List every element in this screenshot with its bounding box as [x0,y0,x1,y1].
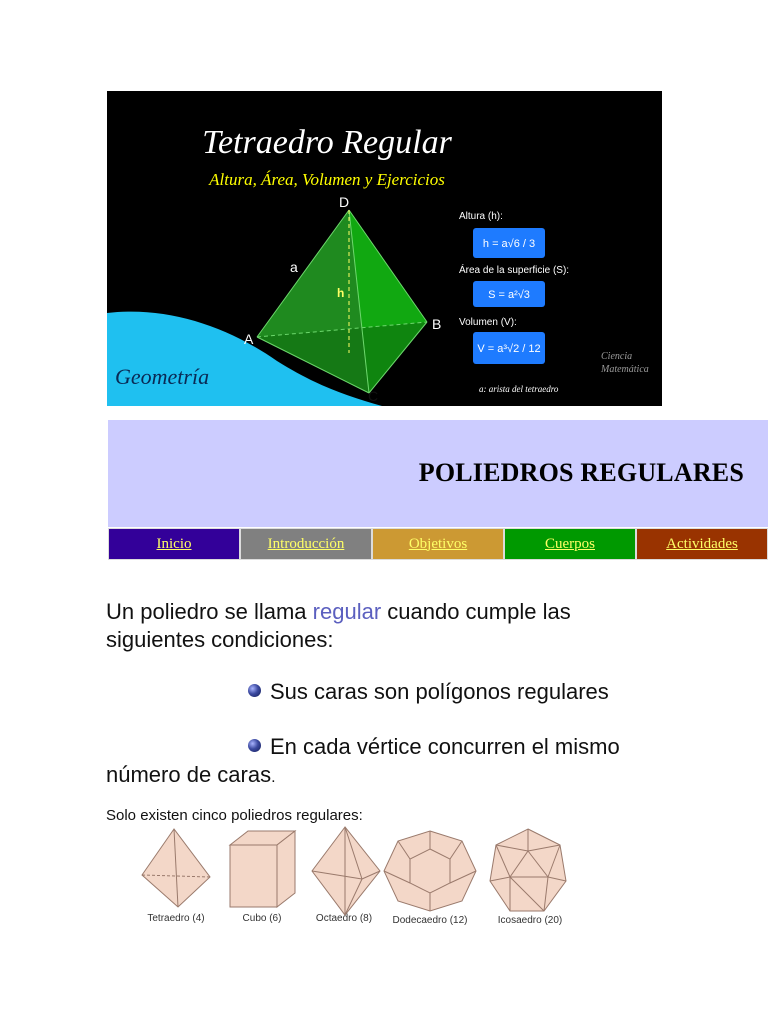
condition-item: En cada vértice concurren el mismo número de caras. [106,734,620,787]
nav-link-objetivos[interactable]: Objetivos [372,528,504,560]
svg-text:V = a³√2 / 12: V = a³√2 / 12 [477,343,541,355]
solid-label: Dodecaedro (12) [392,915,468,926]
svg-text:h = a√6 / 3: h = a√6 / 3 [482,238,536,250]
svg-text:B: B [432,316,442,332]
svg-text:a: arista del tetraedro: a: arista del tetraedro [479,384,559,394]
nav-link-actividades[interactable]: Actividades [636,528,768,560]
tetrahedron-banner-image [107,91,662,406]
svg-text:Ciencia: Ciencia [601,351,633,362]
svg-text:S = a²√3: S = a²√3 [488,289,530,301]
solid-label: Cubo (6) [242,913,282,924]
bullet-icon [248,684,261,697]
nav-link-introduccion[interactable]: Introducción [240,528,372,560]
nav-bar [108,528,768,560]
bullet-icon [248,739,261,752]
svg-text:A: A [244,331,254,347]
svg-text:Área de la superficie (S):: Área de la superficie (S): [459,265,570,276]
solid-label: Octaedro (8) [315,913,373,924]
svg-text:Volumen (V):: Volumen (V): [459,317,517,328]
solid-label: Icosaedro (20) [497,915,563,926]
svg-text:h: h [337,286,345,300]
regular-term: regular [312,599,382,624]
page-title: POLIEDROS REGULARES [418,458,744,487]
banner-brand: Geometría [115,364,210,389]
intro-paragraph: Un poliedro se llama regular cuando cumple las siguientes condiciones: [106,599,571,652]
svg-text:Matemática: Matemática [601,364,649,375]
solids-intro-text: Solo existen cinco poliedros regulares: [106,807,363,824]
svg-text:C: C [368,388,379,404]
condition-item: Sus caras son polígonos regulares [248,678,609,706]
solid-label: Tetraedro (4) [147,913,205,924]
banner-subtitle: Altura, Área, Volumen y Ejercicios [209,170,445,189]
svg-text:a: a [290,259,298,275]
svg-text:D: D [339,194,350,210]
nav-link-inicio[interactable]: Inicio [108,528,240,560]
svg-text:Altura (h):: Altura (h): [459,211,503,222]
banner-title: Tetraedro Regular [202,124,452,161]
page-title-box [108,420,768,527]
regular-polyhedra-image [130,825,570,935]
nav-link-cuerpos[interactable]: Cuerpos [504,528,636,560]
